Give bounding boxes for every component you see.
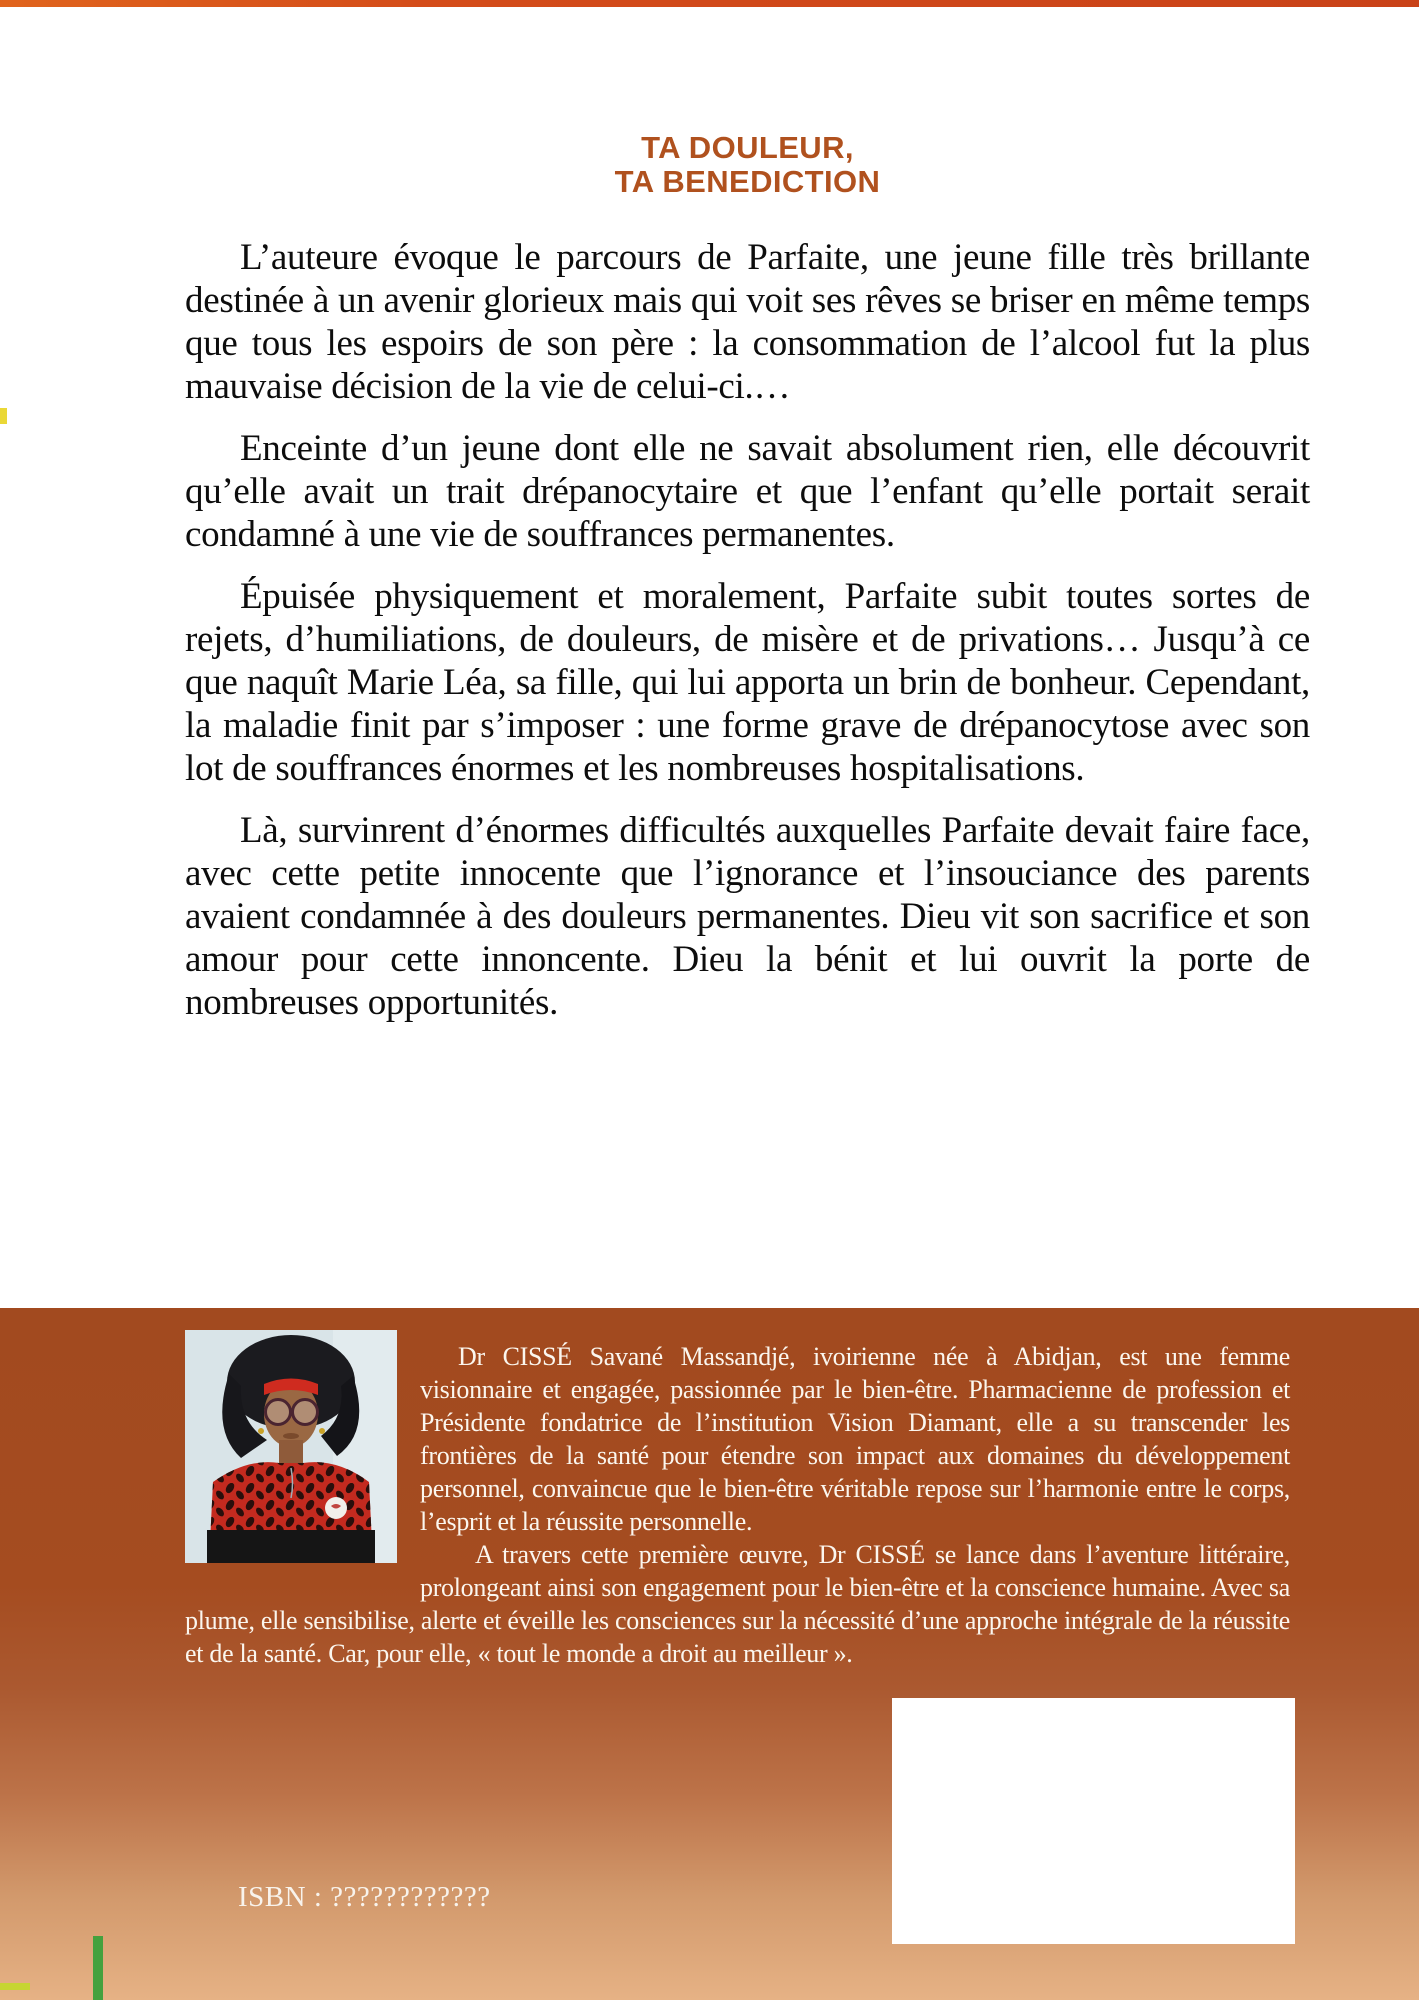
- synopsis-paragraph-2: Enceinte d’un jeune dont elle ne savait absolument rien, elle découvrit qu’elle avait un trait drépanocytaire et que l’enfant qu’elle portait serait condamné à une vie de souffrances permanentes.: [185, 428, 1310, 555]
- bio-paragraph-1: Dr CISSÉ Savané Massandjé, ivoirienne née à Abidjan, est une femme visionnaire et engagée, passionnée par le bien-être. Pharmacienne de profession et Présidente fondatrice de l’institution Vision Diamant, elle a su transcender les frontières de la santé pour étendre son impact aux domaines du développement personnel, convaincue que le bien-être véritable repose sur l’harmonie entre le corps, l’esprit et la réussite personnelle.: [420, 1342, 1290, 1536]
- bio-paragraph-2: A travers cette première œuvre, Dr CISSÉ se lance dans l’aventure littéraire, prolongeant ainsi son engagement pour le bien-être et la conscience humaine. Avec sa plume, elle sensibilise, alerte et éveille les consciences sur la nécessité d’une approche intégrale de la réussite et de la santé. Car, pour elle, « tout le monde a droit au meilleur ».: [185, 1540, 1290, 1668]
- print-mark-left-yellow-dash: [0, 408, 7, 424]
- synopsis-paragraph-4: Là, survinrent d’énormes difficultés auxquelles Parfaite devait faire face, avec cette petite innocente que l’ignorance et l’insouciance des parents avaient condamnée à des douleurs permanentes. Dieu vit son sacrifice et son amour pour cette innoncente. Dieu la bénit et lui ouvrit la porte de nombreuses opportunités.: [185, 810, 1310, 1023]
- print-mark-corner-dash: [0, 1983, 30, 1990]
- synopsis-paragraph-1: L’auteure évoque le parcours de Parfaite, une jeune fille très brillante destinée à un avenir glorieux mais qui voit ses rêves se briser en même temps que tous les espoirs de son père : la consommation de l’alcool fut la plus mauvaise décision de la vie de celui-ci.…: [185, 237, 1310, 407]
- author-portrait-image: [185, 1330, 397, 1563]
- author-bio-section: [185, 1330, 1290, 1670]
- synopsis-paragraph-3: Épuisée physiquement et moralement, Parfaite subit toutes sortes de rejets, d’humiliations, de douleurs, de misère et de privations… Jusqu’à ce que naquît Marie Léa, sa fille, qui lui apporta un brin de bonheur. Cependant, la maladie finit par s’imposer : une forme grave de drépanocytose avec son lot de souffrances énormes et les nombreuses hospitalisations.: [185, 576, 1310, 789]
- barcode-placeholder: [892, 1698, 1295, 1944]
- book-title-line1: TA DOULEUR,: [641, 130, 854, 165]
- book-title: [185, 131, 1310, 199]
- book-title-line2: TA BENEDICTION: [614, 164, 881, 199]
- author-photo: [185, 1330, 397, 1563]
- print-mark-green-bar: [93, 1936, 103, 2000]
- isbn-text: ISBN : ????????????: [238, 1881, 491, 1913]
- synopsis-section: [185, 236, 1310, 1043]
- print-mark-top-strip: [0, 0, 1419, 7]
